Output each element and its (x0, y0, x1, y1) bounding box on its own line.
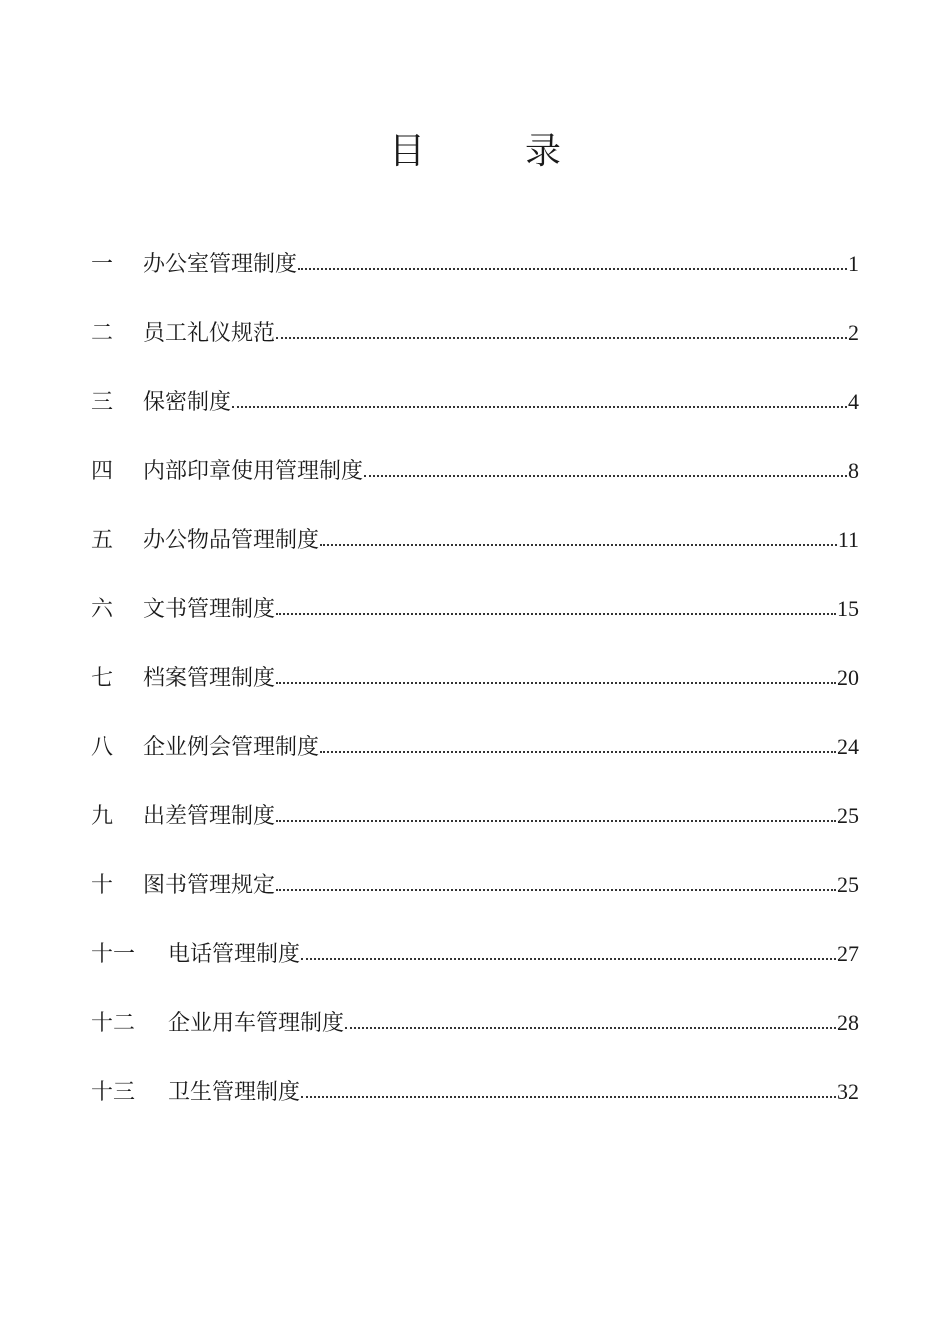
toc-entry[interactable] (91, 1003, 859, 1072)
page-title (0, 128, 950, 176)
toc-entry[interactable] (91, 589, 859, 658)
toc-entry-number: 四 (91, 459, 114, 484)
toc-entry-title: 企业用车管理制度 (168, 1011, 345, 1036)
toc-dot-leader (301, 1077, 836, 1099)
toc-entry[interactable] (91, 244, 859, 313)
toc-entry-page: 20 (837, 665, 859, 690)
toc-dot-leader (276, 801, 836, 823)
toc-entry-title: 办公物品管理制度 (143, 528, 320, 553)
toc-entry-number: 二 (91, 321, 114, 346)
toc-entry-title: 档案管理制度 (143, 666, 276, 691)
toc-entry-number: 三 (91, 390, 114, 415)
toc-entry-title: 办公室管理制度 (143, 252, 298, 277)
toc-entry-number: 十一 (91, 942, 136, 967)
toc-entry-number: 十三 (91, 1080, 136, 1105)
toc-entry-page: 4 (848, 389, 859, 414)
toc-entry-page: 27 (837, 941, 859, 966)
toc-entry-title: 卫生管理制度 (168, 1080, 301, 1105)
toc-list (91, 244, 859, 1141)
toc-entry-page: 1 (848, 251, 859, 276)
toc-entry-title: 出差管理制度 (143, 804, 276, 829)
toc-dot-leader (320, 732, 836, 754)
toc-entry-number: 九 (91, 804, 114, 829)
toc-entry-page: 24 (837, 734, 859, 759)
toc-entry-page: 25 (837, 872, 859, 897)
toc-entry-title: 电话管理制度 (168, 942, 301, 967)
toc-entry-title: 图书管理规定 (143, 873, 276, 898)
toc-entry-title: 内部印章使用管理制度 (143, 459, 364, 484)
toc-entry[interactable] (91, 727, 859, 796)
toc-entry-page: 25 (837, 803, 859, 828)
toc-entry-title: 员工礼仪规范 (143, 321, 276, 346)
toc-entry-page: 8 (848, 458, 859, 483)
title-char-2: 录 (525, 131, 562, 173)
toc-dot-leader (276, 318, 847, 340)
toc-entry-number: 七 (91, 666, 114, 691)
toc-entry-number: 六 (91, 597, 114, 622)
title-char-1: 目 (388, 131, 425, 173)
toc-entry-title: 保密制度 (143, 390, 232, 415)
toc-entry-title: 企业例会管理制度 (143, 735, 320, 760)
toc-entry-page: 15 (837, 596, 859, 621)
toc-dot-leader (320, 525, 837, 547)
toc-entry-page: 2 (848, 320, 859, 345)
toc-entry[interactable] (91, 796, 859, 865)
toc-entry-title: 文书管理制度 (143, 597, 276, 622)
toc-entry-number: 十 (91, 873, 114, 898)
toc-entry[interactable] (91, 658, 859, 727)
toc-dot-leader (276, 663, 836, 685)
toc-entry-page: 32 (837, 1079, 859, 1104)
toc-dot-leader (364, 456, 847, 478)
toc-dot-leader (276, 594, 836, 616)
toc-dot-leader (298, 249, 847, 271)
toc-entry[interactable] (91, 382, 859, 451)
toc-entry[interactable] (91, 451, 859, 520)
toc-entry[interactable] (91, 934, 859, 1003)
toc-entry-number: 八 (91, 735, 114, 760)
toc-entry-page: 28 (837, 1010, 859, 1035)
toc-entry-number: 一 (91, 252, 114, 277)
toc-entry[interactable] (91, 1072, 859, 1141)
toc-dot-leader (301, 939, 836, 961)
toc-dot-leader (232, 387, 847, 409)
toc-entry[interactable] (91, 520, 859, 589)
toc-dot-leader (276, 870, 836, 892)
toc-entry[interactable] (91, 865, 859, 934)
toc-dot-leader (345, 1008, 836, 1030)
toc-entry-number: 十二 (91, 1011, 136, 1036)
toc-entry-number: 五 (91, 528, 114, 553)
toc-entry[interactable] (91, 313, 859, 382)
toc-entry-page: 11 (837, 527, 859, 552)
